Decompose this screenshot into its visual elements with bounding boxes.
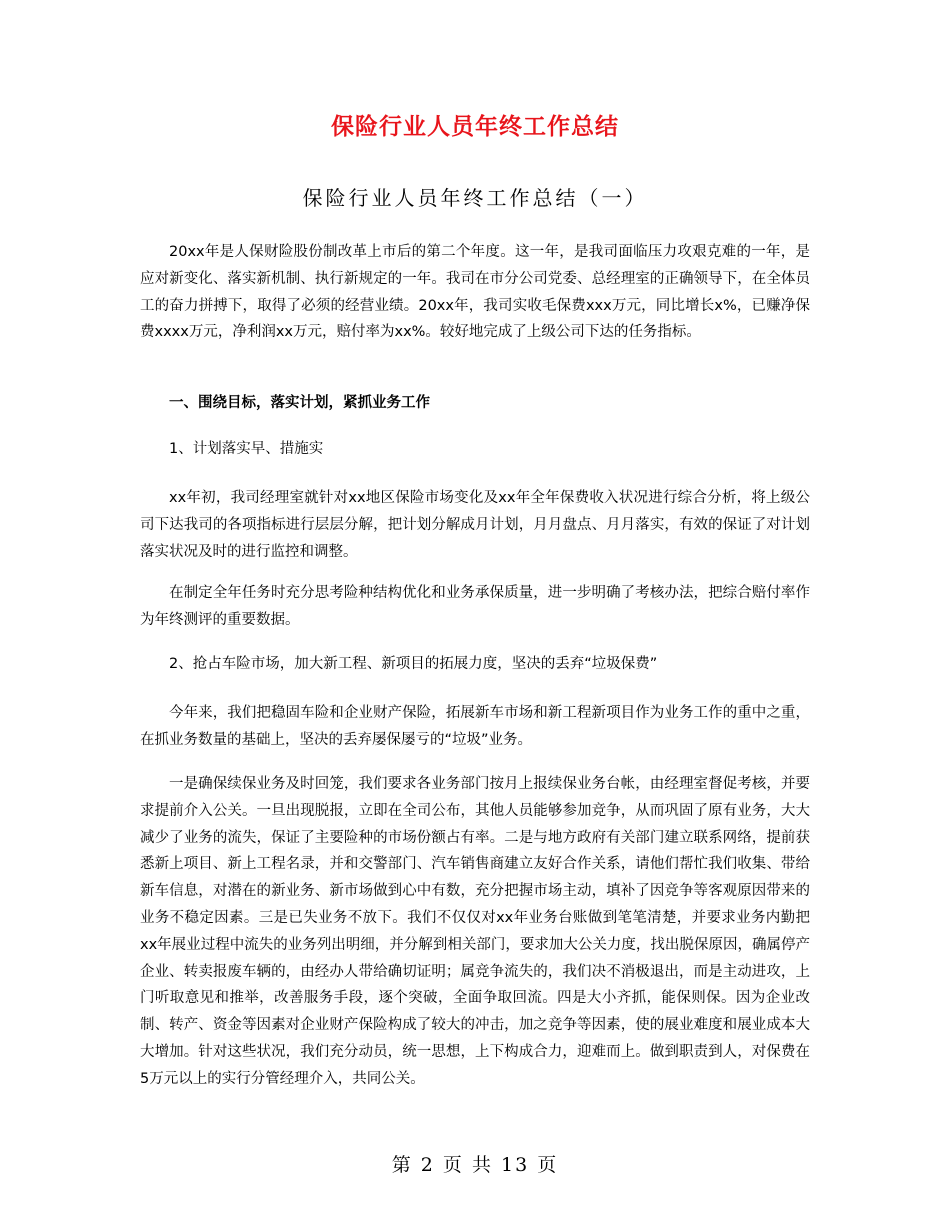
subheading-2: 2、抢占车险市场，加大新工程、新项目的拓展力度，坚决的丢弃“垃圾保费” [169, 656, 658, 672]
document-subtitle: 保险行业人员年终工作总结（一） [302, 186, 648, 210]
intro-paragraph: 20xx年是人保财险股份制改革上市后的第二个年度。这一年，是我司面临压力攻艰克难的一年，是应对新变化、落实新机制、执行新规定的一年。我司在市分公司党委、总经理室的正确领导下，在全体员工的奋力拼搏下，取得了必须的经营业绩。20xx年，我司实收毛保费xxx万元，同比增长x%，已赚净保费xxxx万元，净利润xx万元，赔付率为xx%。较好地完成了上级公司下达的任务指标。 [140, 244, 810, 341]
page-footer: 第 2 页 共 13 页 [391, 1154, 559, 1176]
subheading-1: 1、计划落实早、措施实 [169, 441, 324, 457]
document-title: 保险行业人员年终工作总结 [331, 114, 619, 140]
paragraph-task: 在制定全年任务时充分思考险种结构优化和业务承保质量，进一步明确了考核办法，把综合赔付率作为年终测评的重要数据。 [140, 585, 810, 628]
paragraph-market: 今年来，我们把稳固车险和企业财产保险，拓展新车市场和新工程新项目作为业务工作的重中之重，在抓业务数量的基础上，坚决的丢弃屡保屡亏的“垃圾”业务。 [140, 705, 810, 748]
section-heading-1: 一、围绕目标，落实计划，紧抓业务工作 [169, 395, 430, 411]
paragraph-measures: 一是确保续保业务及时回笼，我们要求各业务部门按月上报续保业务台帐，由经理室督促考核，并要求提前介入公关。一旦出现脱报，立即在全司公布，其他人员能够参加竞争，从而巩固了原有业务，大大减少了业务的流失，保证了主要险种的市场份额占有率。二是与地方政府有关部门建立联系网络，提前获悉新上项目、新上工程名录，并和交警部门、汽车销售商建立友好合作关系，请他们帮忙我们收集、带给新车信息，对潜在的新业务、新市场做到心中有数，充分把握市场主动，填补了因竞争等客观原因带来的业务不稳定因素。三是已失业务不放下。我们不仅仅对xx年业务台账做到笔笔清楚，并要求业务内勤把xx年展业过程中流失的业务列出明细，并分解到相关部门，要求加大公关力度，找出脱保原因，确属停产企业、转卖报废车辆的，由经办人带给确切证明；属竞争流失的，我们决不消极退出，而是主动进攻，上门听取意见和推举，改善服务手段，逐个突破，全面争取回流。四是大小齐抓，能保则保。因为企业改制、转产、资金等因素对企业财产保险构成了较大的冲击，加之竞争等因素，使的展业难度和展业成本大大增加。针对这些状况，我们充分动员，统一思想，上下构成合力，迎难而上。做到职责到人，对保费在5万元以上的实行分管经理介入，共同公关。 [140, 776, 810, 1087]
paragraph-plan: xx年初，我司经理室就针对xx地区保险市场变化及xx年全年保费收入状况进行综合分析，将上级公司下达我司的各项指标进行层层分解，把计划分解成月计划，月月盘点、月月落实，有效的保证了对计划落实状况及时的进行监控和调整。 [140, 490, 810, 560]
